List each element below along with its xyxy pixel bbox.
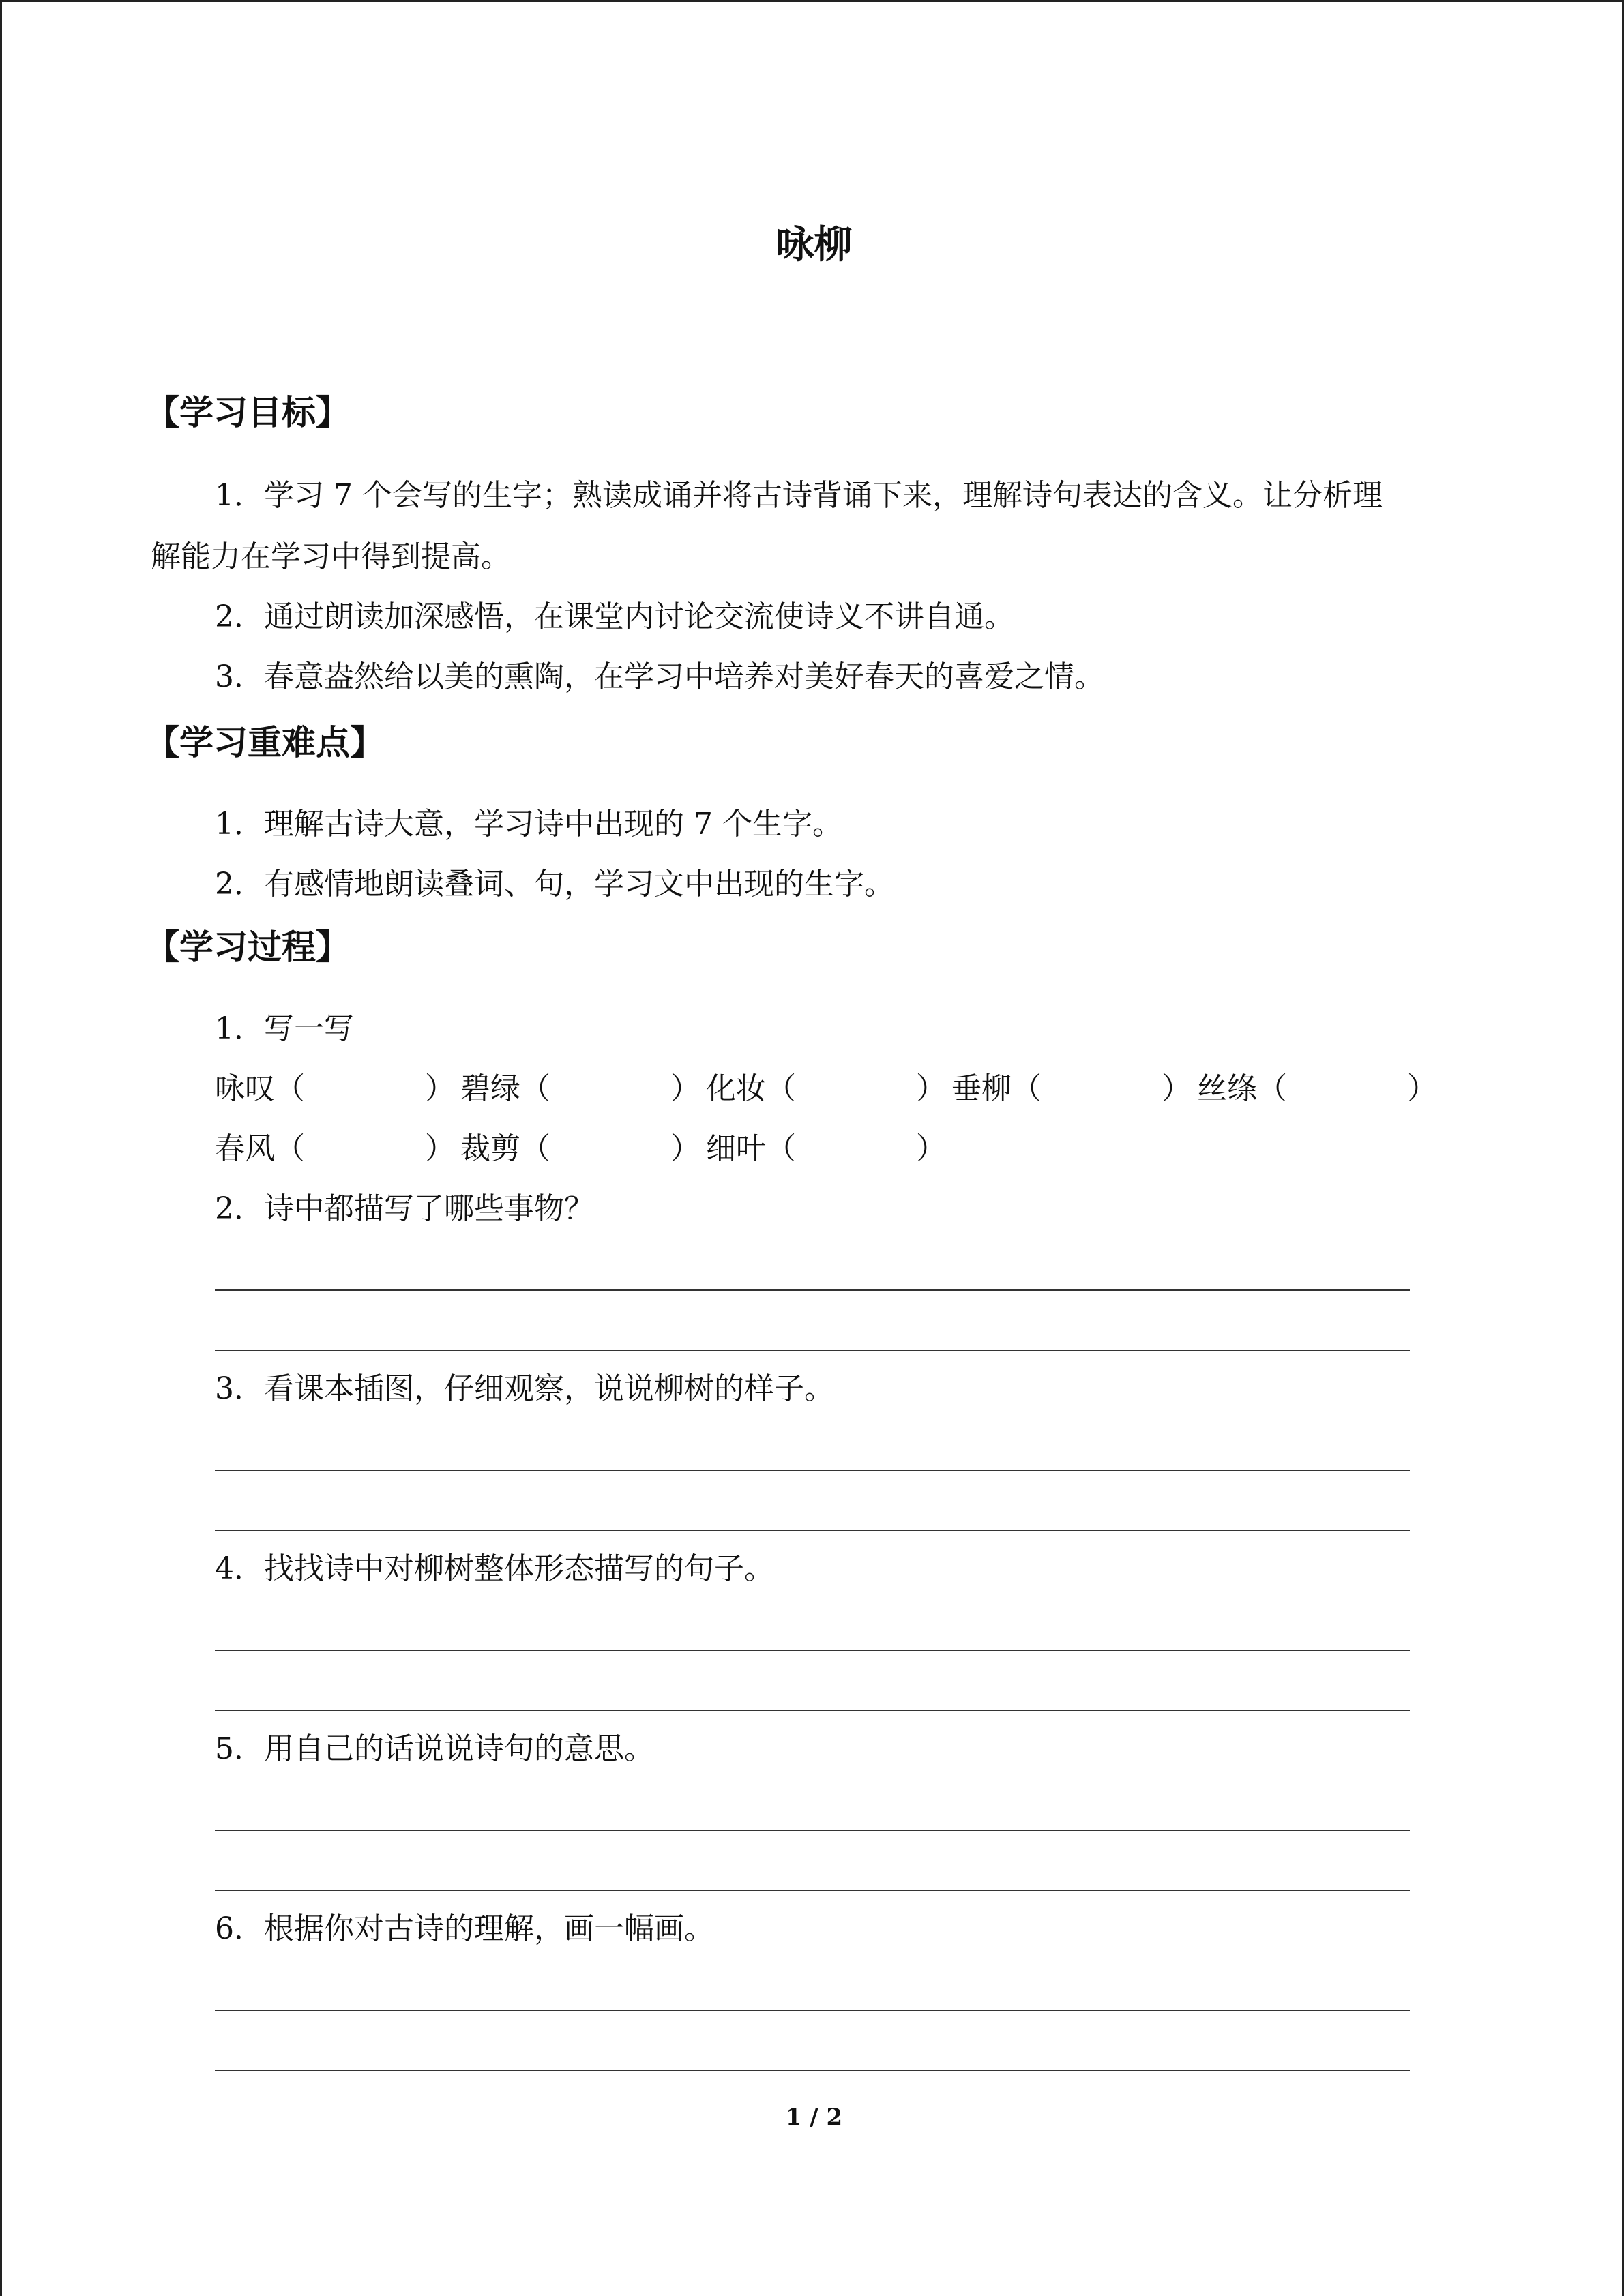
- question-1: 1．写一写: [215, 1011, 354, 1046]
- fill-in-item[interactable]: 细叶（ ）: [706, 1131, 946, 1166]
- question-2: 2．诗中都描写了哪些事物？: [215, 1191, 594, 1226]
- goals-heading: 【学习目标】: [145, 393, 350, 432]
- fill-in-item[interactable]: 化妆（ ）: [706, 1071, 946, 1106]
- answer-line[interactable]: [215, 1530, 1410, 1531]
- key-points-heading: 【学习重难点】: [145, 723, 384, 762]
- process-heading: 【学习过程】: [145, 927, 350, 967]
- page-number: 1 / 2: [785, 2104, 843, 2131]
- fill-in-item[interactable]: 垂柳（ ）: [951, 1071, 1192, 1106]
- answer-line[interactable]: [215, 1890, 1410, 1891]
- fill-in-item[interactable]: 丝绦（ ）: [1197, 1071, 1437, 1106]
- goal-item-3: 3．春意盎然给以美的熏陶，在学习中培养对美好春天的喜爱之情。: [215, 659, 1104, 694]
- answer-line[interactable]: [215, 2010, 1410, 2011]
- key-point-item-1: 1．理解古诗大意，学习诗中出现的 7 个生字。: [215, 807, 842, 841]
- answer-line[interactable]: [215, 1710, 1410, 1711]
- answer-line[interactable]: [215, 1289, 1410, 1291]
- fill-in-item[interactable]: 春风（ ）: [215, 1131, 455, 1166]
- question-5: 5．用自己的话说说诗句的意思。: [215, 1731, 654, 1766]
- fill-in-item[interactable]: 裁剪（ ）: [460, 1131, 700, 1166]
- fill-in-row-1: [215, 1069, 1437, 1109]
- fill-in-item[interactable]: 碧绿（ ）: [460, 1071, 700, 1106]
- fill-in-item[interactable]: 咏叹（ ）: [215, 1071, 455, 1106]
- question-4: 4．找找诗中对柳树整体形态描写的句子。: [215, 1551, 774, 1586]
- answer-line[interactable]: [215, 2070, 1410, 2071]
- answer-line[interactable]: [215, 1470, 1410, 1471]
- answer-line[interactable]: [215, 1830, 1410, 1831]
- answer-line[interactable]: [215, 1350, 1410, 1351]
- question-3: 3．看课本插图，仔细观察，说说柳树的样子。: [215, 1371, 834, 1406]
- key-point-item-2: 2．有感情地朗读叠词、句，学习文中出现的生字。: [215, 867, 894, 901]
- goal-item-1-line-2: 解能力在学习中得到提高。: [151, 539, 511, 574]
- answer-line[interactable]: [215, 1650, 1410, 1651]
- goal-item-2: 2．通过朗读加深感悟，在课堂内讨论交流使诗义不讲自通。: [215, 599, 1014, 634]
- fill-in-row-2: [215, 1129, 1429, 1169]
- question-6: 6．根据你对古诗的理解，画一幅画。: [215, 1911, 714, 1946]
- page-title: 咏柳: [776, 223, 853, 267]
- goal-item-1-line-1: 1．学习 7 个会写的生字；熟读成诵并将古诗背诵下来，理解诗句表达的含义。让分析理: [215, 478, 1383, 513]
